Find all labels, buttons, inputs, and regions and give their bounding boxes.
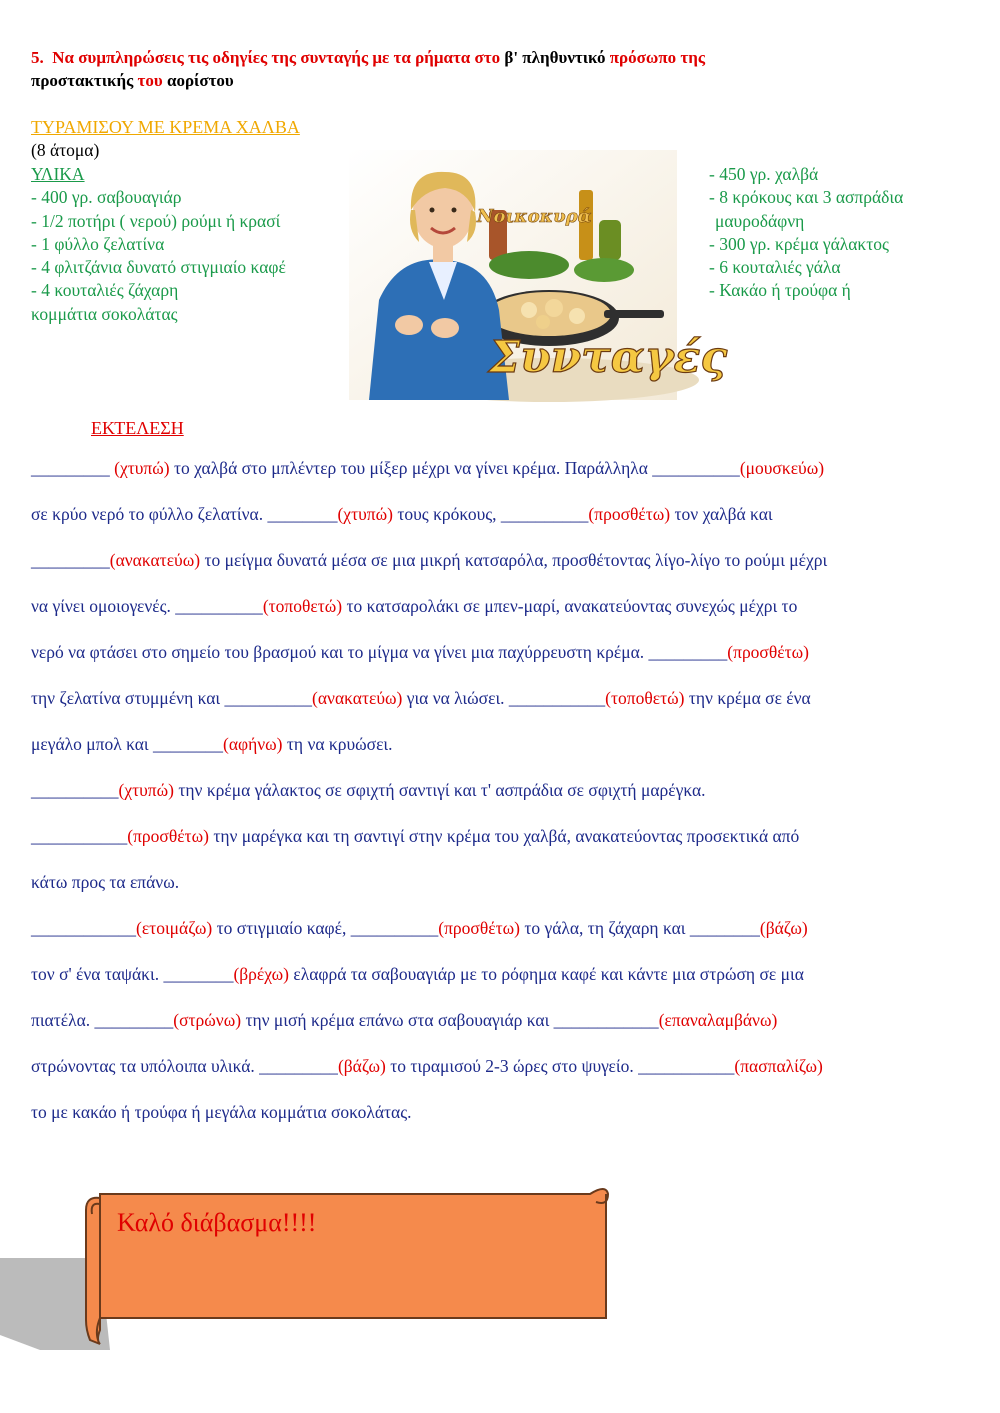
ingredients-heading: ΥΛΙΚΑ — [31, 164, 85, 184]
instruction-part: πρόσωπο της — [609, 48, 706, 67]
execution-line — [31, 872, 179, 893]
execution-line — [31, 918, 808, 939]
sentence-fragment: το τιραμισού 2-3 ώρες στο ψυγείο. ___________ — [385, 1056, 735, 1076]
ingredient-item: - Κακάο ή τρούφα ή — [709, 280, 851, 301]
verb-hint: (αφήνω) — [223, 734, 283, 754]
sentence-fragment: ____________ — [31, 918, 136, 938]
execution-heading: ΕΚΤΕΛΕΣΗ — [91, 418, 184, 438]
ingredient-item: - 1 φύλλο ζελατίνα — [31, 233, 165, 254]
sentence-fragment: κάτω προς τα επάνω. — [31, 872, 180, 892]
sentence-fragment: _________ — [31, 458, 115, 478]
sentence-fragment: το στιγμιαίο καφέ, __________ — [212, 918, 439, 938]
verb-hint: (βάζω) — [337, 1056, 386, 1076]
ingredient-item: - 300 γρ. κρέμα γάλακτος — [709, 233, 889, 254]
verb-hint: (προσθέτω) — [588, 504, 671, 524]
execution-line — [31, 964, 804, 985]
execution-line — [31, 780, 706, 801]
sentence-fragment: τη να κρυώσει. — [282, 734, 393, 754]
recipe-servings: (8 άτομα) — [31, 140, 100, 160]
sentence-fragment: στρώνοντας τα υπόλοιπα υλικά. _________ — [31, 1056, 338, 1076]
verb-hint: (τοποθετώ) — [262, 596, 343, 616]
verb-hint: (επαναλαμβάνω) — [658, 1010, 778, 1030]
sentence-fragment: το χαλβά στο μπλέντερ του μίξερ μέχρι να γίνει κρέμα. Παράλληλα __________ — [169, 458, 740, 478]
verb-hint: (βάζω) — [759, 918, 808, 938]
execution-line — [31, 688, 811, 709]
ingredients-left-column — [31, 163, 286, 326]
verb-hint: (χτυπώ) — [337, 504, 393, 524]
sentence-fragment: την κρέμα γάλακτος σε σφιχτή σαντιγί και τ' ασπράδια σε σφιχτή μαρέγκα. — [173, 780, 706, 800]
verb-hint: (χτυπώ) — [118, 780, 174, 800]
instruction-part: Να συμπληρώσεις τις οδηγίες της συνταγής με τα ρήματα στο — [52, 48, 501, 67]
sentence-fragment: το με κακάο ή τρούφα ή μεγάλα κομμάτια σοκολάτας. — [31, 1102, 412, 1122]
sentence-fragment: __________ — [31, 780, 119, 800]
verb-hint: (προσθέτω) — [127, 826, 209, 846]
sentence-fragment: για να λιώσει. ___________ — [402, 688, 606, 708]
execution-line — [31, 1010, 777, 1031]
verb-hint: (ανακατεύω) — [312, 688, 403, 708]
sentence-fragment: να γίνει ομοιογενές. __________ — [31, 596, 263, 616]
instruction-part: του — [137, 71, 163, 90]
sentence-fragment: νερό να φτάσει στο σημείο του βρασμού και το μίγμα να γίνει μια παχύρρευστη κρέμα. _________ — [31, 642, 728, 662]
ingredient-item: - 8 κρόκους και 3 ασπράδια — [709, 187, 904, 208]
instruction-text — [31, 46, 931, 92]
sentence-fragment: το γάλα, τη ζάχαρη και ________ — [519, 918, 760, 938]
verb-hint: (μουσκεύω) — [739, 458, 825, 478]
ingredient-item: - 4 φλιτζάνια δυνατό στιγμιαίο καφέ — [31, 257, 286, 278]
sentence-fragment: μεγάλο μπολ και ________ — [31, 734, 223, 754]
execution-line — [31, 1056, 823, 1077]
execution-line — [31, 826, 799, 847]
verb-hint: (χτυπώ) — [114, 458, 170, 478]
scroll-banner — [0, 1180, 630, 1350]
sentence-fragment: την κρέμα σε ένα — [684, 688, 811, 708]
cooking-show-photo — [349, 150, 728, 400]
instruction-part: προστακτικής — [31, 71, 134, 90]
ingredient-item: - 450 γρ. χαλβά — [709, 164, 819, 184]
verb-hint: (τοποθετώ) — [605, 688, 685, 708]
verb-hint: (πασπαλίζω) — [734, 1056, 823, 1076]
sentence-fragment: _________ — [31, 550, 110, 570]
sentence-fragment: το κατσαρολάκι σε μπεν-μαρί, ανακατεύοντας συνεχώς μέχρι το — [342, 596, 798, 616]
verb-hint: (ετοιμάζω) — [136, 918, 213, 938]
ingredient-item: κομμάτια σοκολάτας — [31, 303, 178, 324]
sentence-fragment: ___________ — [31, 826, 128, 846]
instruction-part: αορίστου — [166, 71, 234, 90]
verb-hint: (προσθέτω) — [438, 918, 520, 938]
instruction-number: 5. — [31, 48, 44, 67]
sentence-fragment: ελαφρά τα σαβουαγιάρ με το ρόφημα καφέ και κάντε μια στρώση σε μια — [289, 964, 804, 984]
ingredient-item: - 4 κουταλιές ζάχαρη — [31, 280, 179, 301]
execution-line — [31, 596, 797, 617]
photo-caption-bottom: Συνταγές — [489, 332, 728, 383]
ingredient-item: - 400 γρ. σαβουαγιάρ — [31, 187, 182, 208]
execution-line — [31, 550, 827, 571]
ingredients-right-column — [709, 163, 903, 303]
sentence-fragment: την μισή κρέμα επάνω στα σαβουαγιάρ και ____________ — [241, 1010, 659, 1030]
sentence-fragment: το μείγμα δυνατά μέσα σε μια μικρή κατσαρόλα, προσθέτοντας λίγο-λίγο το ρούμι μέχρι — [200, 550, 828, 570]
execution-line — [31, 734, 393, 755]
execution-line — [31, 458, 824, 479]
sentence-fragment: πιατέλα. _________ — [31, 1010, 174, 1030]
execution-line — [31, 504, 773, 525]
sentence-fragment: τον χαλβά και — [670, 504, 773, 524]
ingredient-item: - 6 κουταλιές γάλα — [709, 257, 841, 278]
ingredient-item: μαυροδάφνη — [715, 210, 805, 231]
verb-hint: (ανακατεύω) — [109, 550, 201, 570]
execution-line — [31, 1102, 412, 1123]
photo-caption-top: Νοικοκυρά — [477, 206, 592, 227]
verb-hint: (βρέχω) — [233, 964, 289, 984]
sentence-fragment: τον σ' ένα ταψάκι. ________ — [31, 964, 234, 984]
verb-hint: (στρώνω) — [173, 1010, 242, 1030]
recipe-title: ΤΥΡΑΜΙΣΟΥ ΜΕ ΚΡΕΜΑ ΧΑΛΒΑ — [31, 117, 300, 137]
verb-hint: (προσθέτω) — [727, 642, 809, 662]
ingredient-item: - 1/2 ποτήρι ( νερού) ρούμι ή κρασί — [31, 210, 281, 231]
sentence-fragment: την ζελατίνα στυμμένη και __________ — [31, 688, 313, 708]
instruction-part: β' πληθυντικό — [504, 48, 606, 67]
sentence-fragment: σε κρύο νερό το φύλλο ζελατίνα. ________ — [31, 504, 338, 524]
sentence-fragment: την μαρέγκα και τη σαντιγί στην κρέμα του χαλβά, ανακατεύοντας προσεκτικά από — [208, 826, 800, 846]
closing-message: Καλό διάβασμα!!!! — [117, 1208, 317, 1237]
execution-line — [31, 642, 809, 663]
sentence-fragment: τους κρόκους, __________ — [392, 504, 589, 524]
